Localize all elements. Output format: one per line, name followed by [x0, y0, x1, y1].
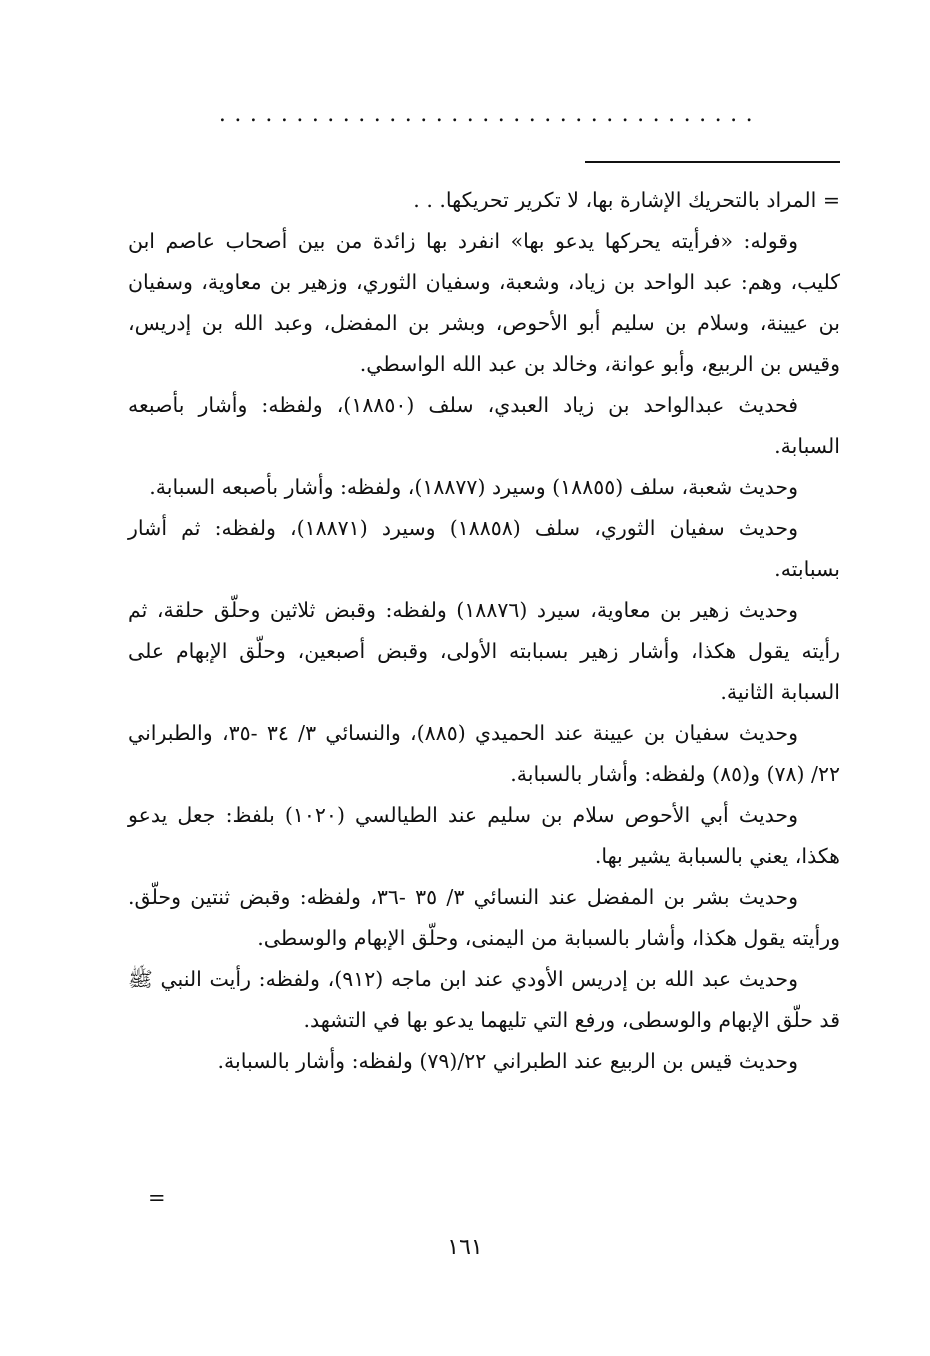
- continued-mark: =: [148, 1186, 166, 1210]
- paragraph-continuation: = المراد بالتحريك الإشارة بها، لا تكرير تحريكها. . .: [413, 188, 840, 212]
- footnote-text-block: [128, 180, 840, 1082]
- paragraph-bishr: وحديث بشر بن المفضل عند النسائي ٣/ ٣٥ -٣٦، ولفظه: وقبض ثنتين وحلّق. ورأيته يقول هكذا، وأشار بالسبابة من اليمنى، وحلّق الإبهام والوسطى.: [128, 885, 840, 950]
- paragraph-shuba: وحديث شعبة، سلف (١٨٨٥٥) وسيرد (١٨٨٧٧)، ولفظه: وأشار بأصبعه السبابة.: [149, 475, 798, 499]
- paragraph-qais: وحديث قيس بن الربيع عند الطبراني ٢٢/(٧٩) ولفظه: وأشار بالسبابة.: [217, 1049, 798, 1073]
- paragraph-abu-al-ahwas: وحديث أبي الأحوص سلام بن سليم عند الطيالسي (١٠٢٠) بلفظ: جعل يدعو هكذا، يعني بالسبابة يشير بها.: [128, 803, 840, 868]
- paragraph-abdulwahid: فحديث عبدالواحد بن زياد العبدي، سلف (١٨٨٥٠)، ولفظه: وأشار بأصبعه السبابة.: [128, 393, 840, 458]
- paragraph-abdullah-idris: وحديث عبد الله بن إدريس الأودي عند ابن ماجه (٩١٢)، ولفظه: رأيت النبي ﷺ قد حلّق الإبهام والوسطى، ورفع التي تليهما يدعو بها في التشهد.: [128, 967, 840, 1032]
- paragraph-zuhair: وحديث زهير بن معاوية، سيرد (١٨٨٧٦) ولفظه: وقبض ثلاثين وحلّق حلقة، ثم رأيته يقول هكذا، وأشار زهير بسبابته الأولى، وقبض أصبعين، وحلّق الإبهام على السبابة الثانية.: [128, 598, 840, 704]
- paragraph-sufyan-thawri: وحديث سفيان الثوري، سلف (١٨٨٥٨) وسيرد (١٨٨٧١)، ولفظه: ثم أشار بسبابته.: [128, 516, 840, 581]
- page-number: ١٦١: [447, 1235, 483, 1260]
- paragraph-sufyan-uyaynah: وحديث سفيان بن عيينة عند الحميدي (٨٨٥)، والنسائي ٣/ ٣٤ -٣٥، والطبراني ٢٢/ (٧٨) و(٨٥) ولفظه: وأشار بالسبابة.: [128, 721, 840, 786]
- separator-dots: ...................................: [218, 102, 762, 127]
- paragraph-narrators: وقوله: «فرأيته يحركها يدعو بها» انفرد بها زائدة من بين أصحاب عاصم ابن كليب، وهم: عبد الواحد بن زياد، وشعبة، وسفيان الثوري، وزهير بن معاوية، وسفيان بن عيينة، وسلام بن سليم أبو الأحوص، وبشر بن المفضل، وعبد الله بن إدريس، وقيس بن الربيع، وأبو عوانة، وخالد بن عبد الله الواسطي.: [128, 229, 840, 376]
- footnote-rule: [585, 161, 840, 163]
